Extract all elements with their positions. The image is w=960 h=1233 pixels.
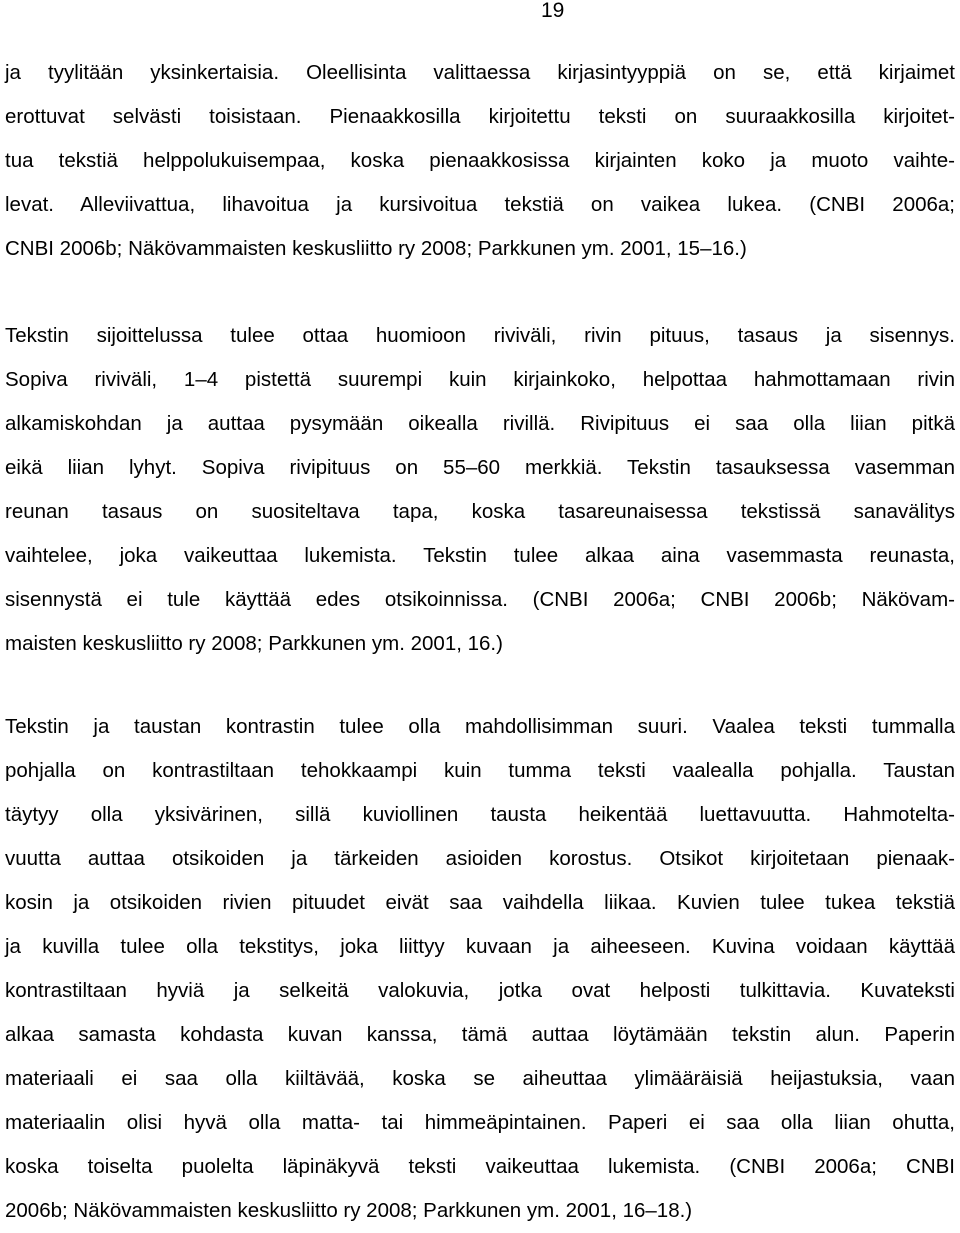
text-line: alkamiskohdan ja auttaa pysymään oikealla rivillä. Rivipituus ei saa olla liian pitkä [5, 412, 955, 435]
text-line: täytyy olla yksivärinen, sillä kuviollinen tausta heikentää luettavuutta. Hahmotelta- [5, 803, 955, 826]
text-line: reunan tasaus on suositeltava tapa, koska tasareunaisessa tekstissä sanavälitys [5, 500, 955, 523]
text-line: levat. Alleviivattua, lihavoitua ja kursivoitua tekstiä on vaikea lukea. (CNBI 2006a; [5, 193, 955, 216]
text-line: kosin ja otsikoiden rivien pituudet eivät saa vaihdella liikaa. Kuvien tulee tukea tekstiä [5, 891, 955, 914]
paragraph-layout [5, 314, 955, 666]
text-line: koska toiselta puolelta läpinäkyvä teksti vaikeuttaa lukemista. (CNBI 2006a; CNBI [5, 1155, 955, 1178]
text-line: alkaa samasta kohdasta kuvan kanssa, tämä auttaa löytämään tekstin alun. Paperin [5, 1023, 955, 1046]
paragraph-contrast [5, 705, 955, 1233]
text-line: kontrastiltaan hyviä ja selkeitä valokuvia, jotka ovat helposti tulkittavia. Kuvateksti [5, 979, 955, 1002]
text-line: Tekstin sijoittelussa tulee ottaa huomioon riviväli, rivin pituus, tasaus ja sisennys. [5, 324, 955, 347]
text-line: sisennystä ei tule käyttää edes otsikoinnissa. (CNBI 2006a; CNBI 2006b; Näkövam- [5, 588, 955, 611]
text-line: tua tekstiä helppolukuisempaa, koska pienaakkosissa kirjainten koko ja muoto vaihte- [5, 149, 955, 172]
text-line: pohjalla on kontrastiltaan tehokkaampi kuin tumma teksti vaalealla pohjalla. Taustan [5, 759, 955, 782]
text-line: maisten keskusliitto ry 2008; Parkkunen ym. 2001, 16.) [5, 632, 503, 655]
text-line: materiaalin olisi hyvä olla matta- tai himmeäpintainen. Paperi ei saa olla liian ohutta, [5, 1111, 955, 1134]
text-line: Sopiva riviväli, 1–4 pistettä suurempi kuin kirjainkoko, helpottaa hahmottamaan rivin [5, 368, 955, 391]
text-line: ja tyylitään yksinkertaisia. Oleellisinta valittaessa kirjasintyyppiä on se, että kirjaimet [5, 61, 955, 84]
text-line: 2006b; Näkövammaisten keskusliitto ry 2008; Parkkunen ym. 2001, 16–18.) [5, 1199, 693, 1222]
text-line: erottuvat selvästi toisistaan. Pienaakkosilla kirjoitettu teksti on suuraakkosilla kirjoitet- [5, 105, 955, 128]
paragraph-typeface [5, 51, 955, 271]
text-line: eikä liian lyhyt. Sopiva rivipituus on 55–60 merkkiä. Tekstin tasauksessa vasemman [5, 456, 955, 479]
page-number: 19 [541, 0, 565, 22]
text-line: materiaali ei saa olla kiiltävää, koska se aiheuttaa ylimääräisiä heijastuksia, vaan [5, 1067, 955, 1090]
text-line: vaihtelee, joka vaikeuttaa lukemista. Tekstin tulee alkaa aina vasemmasta reunasta, [5, 544, 955, 567]
text-line: ja kuvilla tulee olla tekstitys, joka liittyy kuvaan ja aiheeseen. Kuvina voidaan käyttää [5, 935, 955, 958]
text-line: CNBI 2006b; Näkövammaisten keskusliitto ry 2008; Parkkunen ym. 2001, 15–16.) [5, 237, 747, 260]
text-line: vuutta auttaa otsikoiden ja tärkeiden asioiden korostus. Otsikot kirjoitetaan pienaak- [5, 847, 955, 870]
text-line: Tekstin ja taustan kontrastin tulee olla mahdollisimman suuri. Vaalea teksti tummalla [5, 715, 955, 738]
